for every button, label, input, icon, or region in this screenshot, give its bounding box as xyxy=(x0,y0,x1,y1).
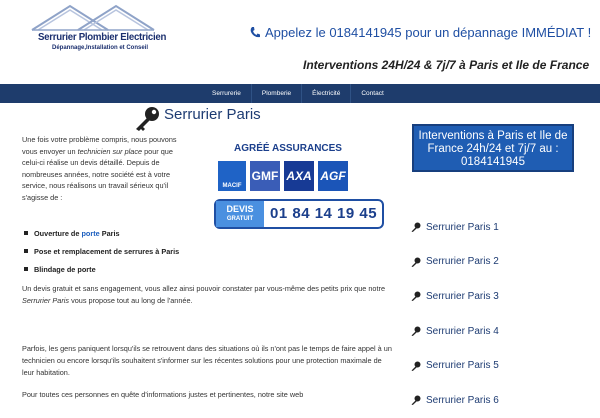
paragraph-devis-part-2: vous propose tout au long de l'année. xyxy=(69,296,193,305)
macif-logo: MACIF xyxy=(218,161,246,191)
service-item: Pose et remplacement de serrures à Paris xyxy=(24,247,179,256)
sidebar-link-label: Serrurier Paris 6 xyxy=(426,394,499,406)
sidebar-call-box[interactable]: Interventions à Paris et Ile de France 24h/24 et 7j/7 au : 0184141945 xyxy=(412,124,574,172)
service-item: Blindage de porte xyxy=(24,265,179,274)
service-item xyxy=(24,229,179,238)
key-icon xyxy=(134,105,162,131)
insurance-logos xyxy=(218,161,384,191)
logo-name: Serrurier Plombier Electricien xyxy=(38,31,167,43)
sidebar-link-5[interactable] xyxy=(411,348,499,383)
devis-phone-number: 01 84 14 19 45 xyxy=(270,205,378,222)
key-icon xyxy=(411,257,421,267)
insurance-title: AGRÉÉ ASSURANCES xyxy=(234,143,342,154)
sidebar-link-label: Serrurier Paris 4 xyxy=(426,325,499,337)
sidebar-link-6[interactable] xyxy=(411,383,499,418)
intro-part-1: Une fois votre problème compris, nous pouvons vous envoyer un xyxy=(22,135,177,156)
key-icon xyxy=(411,291,421,301)
main-navbar xyxy=(0,84,600,103)
paragraph-devis-part-1: Un devis gratuit et sans engagement, vous allez ainsi pouvoir constater par vous-même des petits prix que notre xyxy=(22,284,386,293)
nav-menu xyxy=(206,84,394,103)
insurance-banner xyxy=(214,141,384,231)
nav-item-serrurerie[interactable]: Serrurerie xyxy=(212,90,241,97)
nav-item-plomberie[interactable]: Plomberie xyxy=(251,84,301,103)
service-1-post: Paris xyxy=(99,229,120,238)
sidebar-links xyxy=(411,210,499,418)
header-phone-text: Appelez le 0184141945 pour un dépannage IMMÉDIAT ! xyxy=(265,25,592,40)
header-phone-line[interactable] xyxy=(250,25,591,40)
devis-label-line1: DEVIS xyxy=(226,204,254,214)
agf-logo: AGF xyxy=(318,161,348,191)
site-header xyxy=(0,0,600,84)
intro-text xyxy=(22,134,182,203)
key-icon xyxy=(411,326,421,336)
sidebar-link-label: Serrurier Paris 2 xyxy=(426,256,499,268)
sidebar-link-label: Serrurier Paris 1 xyxy=(426,221,499,233)
nav-item-electricite[interactable]: Électricité xyxy=(301,84,350,103)
header-interventions: Interventions 24H/24 & 7j/7 à Paris et Ile de France xyxy=(303,58,590,72)
sidebar-link-4[interactable] xyxy=(411,314,499,349)
porte-link[interactable]: porte xyxy=(81,229,100,238)
devis-gratuit-banner[interactable] xyxy=(214,199,384,229)
sidebar-link-1[interactable] xyxy=(411,210,499,245)
phone-icon xyxy=(250,27,260,38)
services-list xyxy=(24,229,179,283)
paragraph-devis-emphasis: Serrurier Paris xyxy=(22,296,70,305)
paragraph-info: Pour toutes ces personnes en quête d'informations justes et pertinentes, notre site web xyxy=(22,390,304,399)
devis-label-line2: GRATUIT xyxy=(226,216,254,222)
page-title: Serrurier Paris xyxy=(164,106,261,123)
paragraph-devis xyxy=(22,283,392,307)
sidebar-link-label: Serrurier Paris 5 xyxy=(426,360,499,372)
gmf-logo: GMF xyxy=(250,161,280,191)
nav-item-contact[interactable]: Contact xyxy=(350,84,393,103)
key-icon xyxy=(411,361,421,371)
paragraph-panic: Parfois, les gens paniquent lorsqu'ils se retrouvent dans des situations où ils n'ont pas le temps de faire appel à un technicien ou encore lorsqu'ils souhaitent s'informer sur les récentes solutions pour une protection maximale de leur habitation. xyxy=(22,344,392,377)
site-logo[interactable] xyxy=(30,2,167,54)
key-icon xyxy=(411,395,421,405)
devis-label xyxy=(216,201,264,227)
axa-logo: AXA xyxy=(284,161,314,191)
intro-part-2: pour que celui-ci réalise un devis détaillé. Depuis de nombreuses années, notre société est à votre service, nous réalisons un travail sérieux qu'il s'agisse de : xyxy=(22,146,173,202)
logo-roofline-icon xyxy=(30,2,158,32)
logo-tagline: Dépannage,Installation et Conseil xyxy=(52,45,149,51)
sidebar-link-label: Serrurier Paris 3 xyxy=(426,290,499,302)
sidebar-link-2[interactable] xyxy=(411,245,499,280)
key-icon xyxy=(411,222,421,232)
service-1-pre: Ouverture de xyxy=(34,229,82,238)
intro-emphasis: technicien sur place xyxy=(77,146,143,156)
sidebar-link-3[interactable] xyxy=(411,279,499,314)
